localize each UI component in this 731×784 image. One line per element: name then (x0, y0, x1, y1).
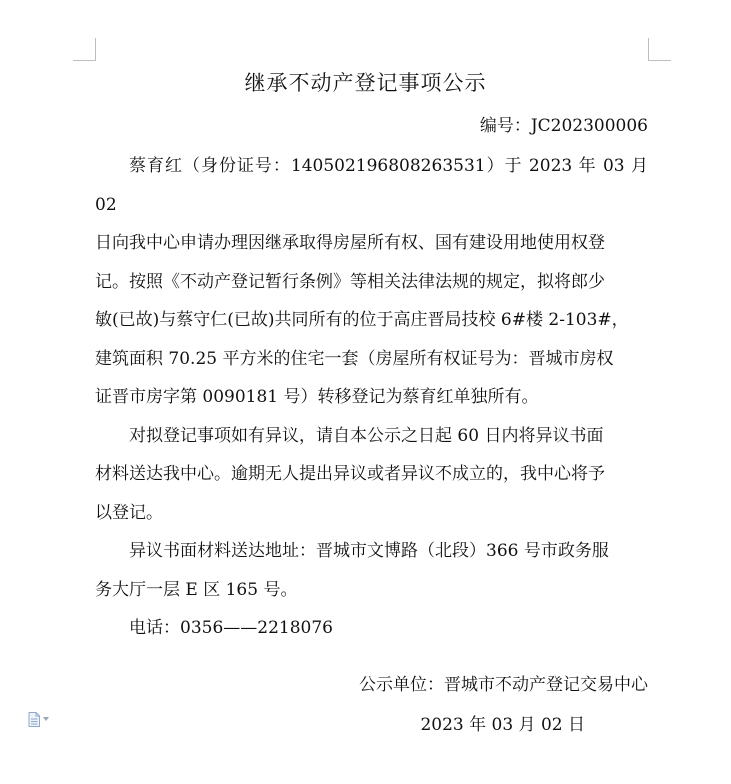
page-options-button[interactable] (28, 711, 52, 727)
document-title: 继承不动产登记事项公示 (244, 71, 487, 95)
chevron-down-icon (43, 717, 49, 721)
paragraph-phone: 电话：0356——2218076 (129, 618, 333, 638)
sign-date: 2023 年 03 月 02 日 (420, 715, 585, 735)
paragraph-address: 异议书面材料送达地址：晋城市文博路（北段）366 号市政务服 务大厅一层 E 区 165 号。 (95, 541, 609, 600)
document-icon (28, 712, 40, 727)
document-body (95, 147, 648, 648)
paragraph-objection: 对拟登记事项如有异议，请自本公示之日起 60 日内将异议书面 材料送达我中心。逾期无人提出异议或者异议不成立的，我中心将予 以登记。 (95, 425, 605, 523)
paragraph-main: 蔡育红（身份证号：140502196808263531）于 2023 年 03 月 02 日向我中心申请办理因继承取得房屋所有权、国有建设用地使用权登 记。按照《不动产登记暂行条例》等相关法律法规的规定，拟将郎少 敏(已故)与蔡守仁(已故)共同所有的位于高庄晋局技校 6#楼 2-103#， 建筑面积 70.25 平方米的住宅一套（房屋所有权证号为：晋城市房权 证晋市房字第 0090181 号）转移登记为蔡育红单独所有。 (95, 156, 648, 407)
crop-mark-top-right (648, 38, 671, 61)
crop-mark-top-left (73, 38, 96, 61)
signer-line: 公示单位：晋城市不动产登记交易中心 (359, 675, 648, 695)
document-number: 编号：JC202300006 (479, 116, 648, 136)
